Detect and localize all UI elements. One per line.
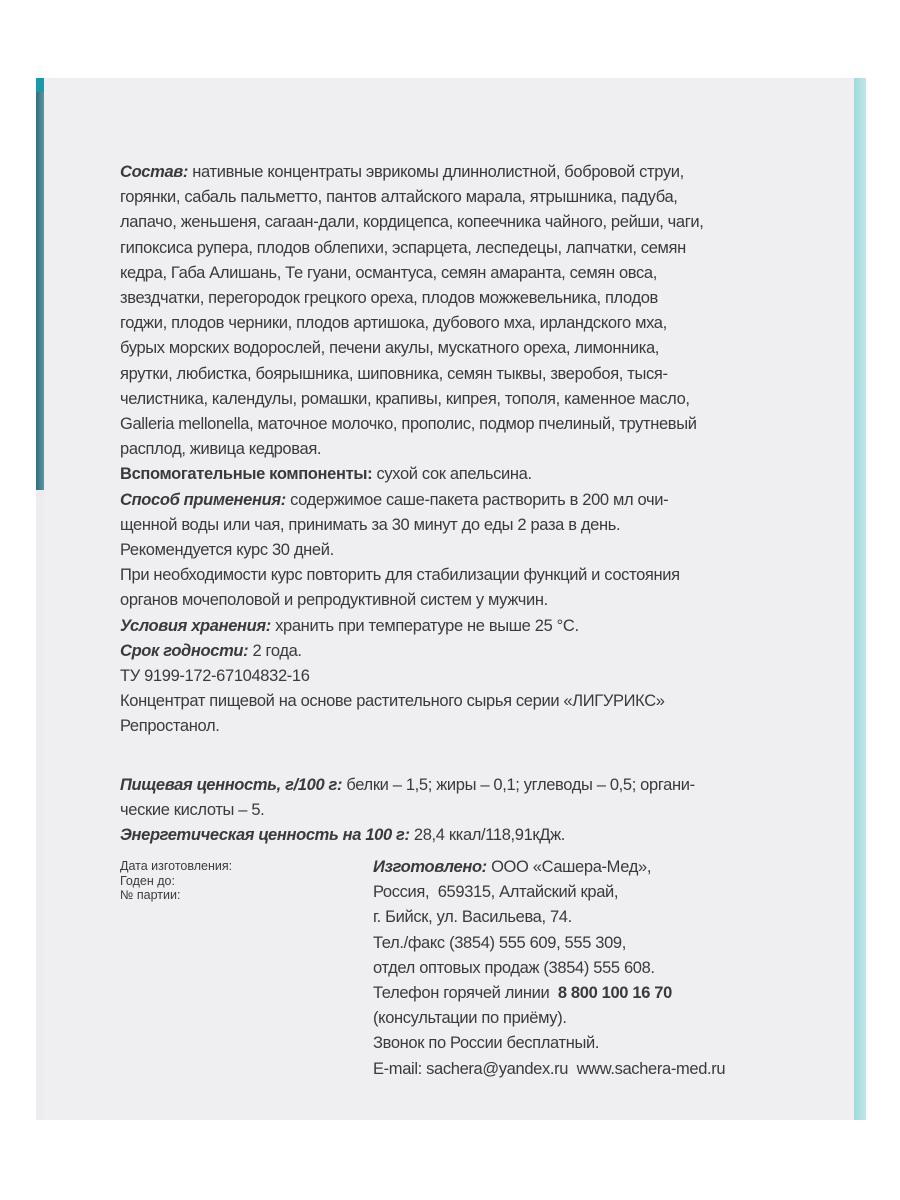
technical-spec: ТУ 9199-172-67104832-16	[120, 667, 310, 686]
spacer	[120, 740, 785, 773]
product-name: Репростанол.	[120, 717, 220, 736]
repeat-course-line-2: органов мочеполовой и репродуктивной систем у мужчин.	[120, 591, 548, 610]
hotline-label: Телефон горячей линии	[373, 984, 550, 1003]
energy-value	[120, 823, 785, 848]
composition-line	[120, 160, 785, 185]
energy-text: 28,4 ккал/118,91кДж.	[413, 826, 566, 845]
composition-line-text: нативные концентраты эврикомы длиннолистной, бобровой струи,	[192, 163, 684, 181]
shelf-life-label: Срок годности:	[120, 641, 249, 660]
auxiliary-text: сухой сок апельсина.	[376, 465, 532, 484]
shelf-life-text: 2 года.	[252, 641, 302, 660]
package-left-edge	[36, 78, 44, 490]
composition-line: челистника, календулы, ромашки, крапивы, кипрея, тополя, каменное масло,	[120, 389, 690, 408]
package-left-edge-accent	[36, 78, 44, 92]
usage-label: Способ применения:	[120, 490, 286, 509]
label-text-block	[120, 160, 785, 848]
nutrition-label: Пищевая ценность, г/100 г:	[120, 775, 343, 794]
repeat-course-line: При необходимости курс повторить для стабилизации функций и состояния	[120, 566, 680, 585]
composition-line: кедра, Габа Алишань, Те гуани, османтуса, семян амаранта, семян овса,	[120, 263, 657, 282]
contact-line	[373, 1057, 793, 1082]
nutrition-line	[120, 773, 785, 798]
manufacturer-address-2: г. Бийск, ул. Васильева, 74.	[373, 908, 572, 927]
composition-line: гипоксиса рупера, плодов облепихи, эспарцета, леспедецы, лапчатки, семян	[120, 238, 686, 257]
storage-conditions	[120, 614, 785, 639]
composition-label: Состав:	[120, 163, 189, 181]
manufacturer-info	[373, 855, 793, 1082]
usage-line	[120, 488, 785, 513]
composition-line: Galleria mellonella, маточное молочко, прополис, подмор пчелиный, трутневый	[120, 415, 697, 434]
composition-line: звездчатки, перегородок грецкого ореха, плодов можжевельника, плодов	[120, 289, 658, 308]
storage-text: хранить при температуре не выше 25 °С.	[275, 616, 579, 635]
composition-section	[120, 160, 785, 462]
website: www.sachera-med.ru	[576, 1059, 726, 1078]
email: E-mail: sachera@yandex.ru	[373, 1059, 569, 1078]
auxiliary-label: Вспомогательные компоненты:	[120, 465, 373, 484]
batch-label: № партии:	[120, 888, 181, 902]
expiry-label: Годен до:	[120, 873, 175, 888]
product-description: Концентрат пищевой на основе растительного сырья серии «ЛИГУРИКС»	[120, 692, 665, 711]
stamp-fields	[120, 859, 340, 903]
manufacturer-name: ООО «Сашера-Мед»,	[491, 858, 652, 876]
energy-label: Энергетическая ценность на 100 г:	[120, 826, 410, 845]
manufacturer-address-1: Россия, 659315, Алтайский край,	[373, 883, 619, 902]
auxiliary-components	[120, 462, 785, 487]
composition-line: лапачо, женьшеня, сагаан-дали, кордицепса, копеечника чайного, рейши, чаги,	[120, 213, 704, 232]
composition-line: ярутки, любистка, боярышника, шиповника, семян тыквы, зверобоя, тыся-	[120, 364, 668, 383]
phone-fax: Тел./факс (3854) 555 609, 555 309,	[373, 933, 626, 952]
course-recommendation: Рекомендуется курс 30 дней.	[120, 541, 334, 560]
nutrition-text: белки – 1,5; жиры – 0,1; углеводы – 0,5; органи-	[346, 775, 695, 794]
composition-line: расплод, живица кедровая.	[120, 440, 322, 459]
consultation-note: (консультации по приёму).	[373, 1009, 567, 1028]
hotline-line	[373, 981, 793, 1006]
manufacture-date-label: Дата изготовления:	[120, 859, 233, 873]
composition-line: горянки, сабаль пальметто, пантов алтайского марала, ятрышника, падуба,	[120, 188, 678, 207]
manufacturer-label: Изготовлено:	[373, 858, 487, 876]
nutrition-line-2: ческие кислоты – 5.	[120, 800, 265, 819]
wholesale-phone: отдел оптовых продаж (3854) 555 608.	[373, 958, 655, 977]
composition-line: годжи, плодов черники, плодов артишока, дубового мха, ирландского мха,	[120, 314, 667, 333]
free-call-note: Звонок по России бесплатный.	[373, 1034, 600, 1053]
storage-label: Условия хранения:	[120, 616, 271, 635]
usage-text: содержимое саше-пакета растворить в 200 мл очи-	[290, 490, 669, 509]
usage-line-2: щенной воды или чая, принимать за 30 минут до еды 2 раза в день.	[120, 515, 621, 534]
manufacturer-line	[373, 855, 793, 880]
package-right-edge	[854, 78, 866, 1120]
shelf-life	[120, 639, 785, 664]
composition-line: бурых морских водорослей, печени акулы, мускатного ореха, лимонника,	[120, 339, 660, 358]
hotline-number: 8 800 100 16 70	[557, 984, 672, 1003]
